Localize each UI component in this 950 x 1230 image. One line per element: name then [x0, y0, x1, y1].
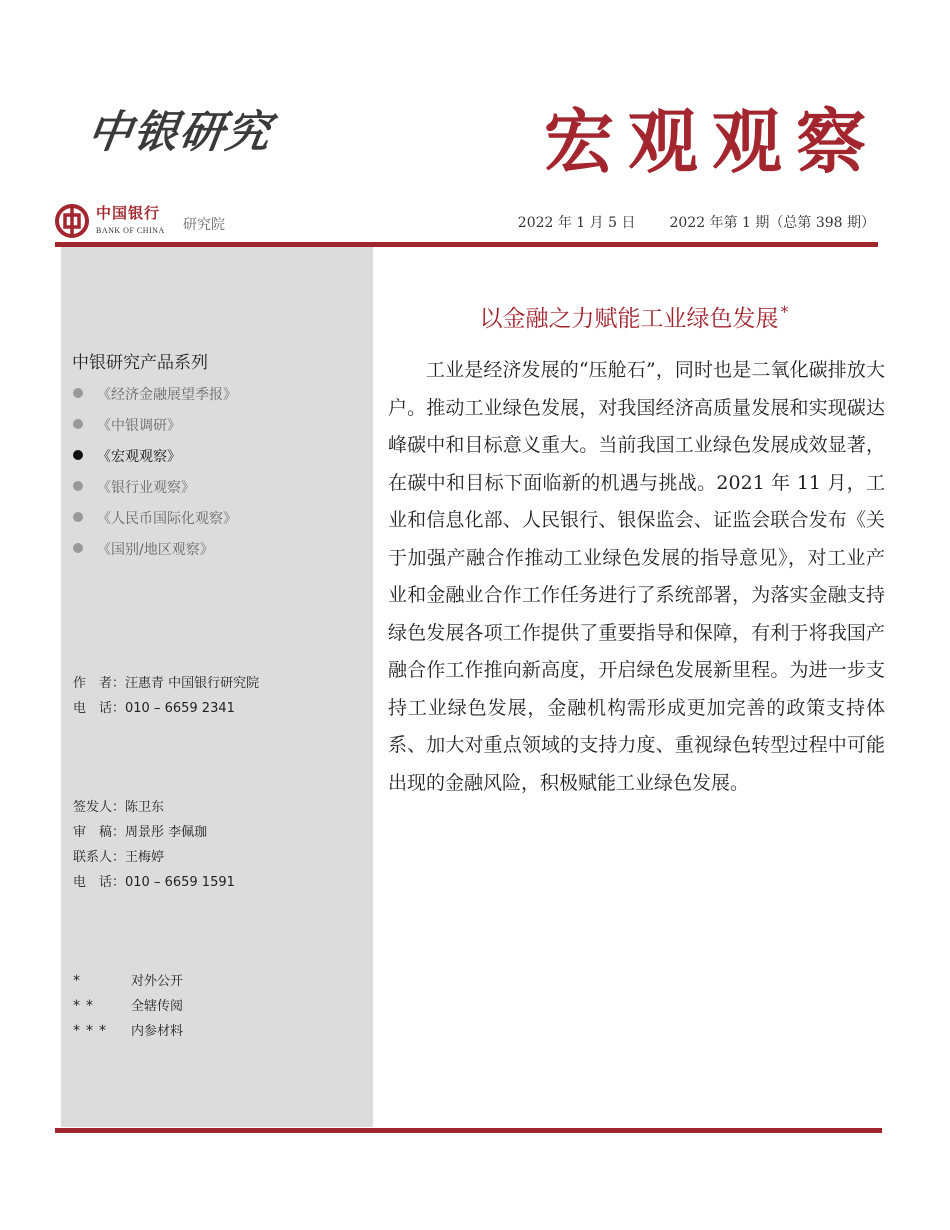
- series-item[interactable]: [72, 539, 237, 570]
- series-item-label: 《宏观观察》: [97, 449, 181, 465]
- reviewer-value: 周景彤 李佩珈: [125, 825, 208, 840]
- contact-value: 王梅婷: [125, 850, 165, 865]
- series-item[interactable]: [72, 477, 237, 508]
- series-item-label: 《人民币国际化观察》: [97, 511, 237, 527]
- brand-calligraphy-logo: 中银研究: [84, 107, 276, 158]
- series-list: [72, 384, 237, 570]
- bullet-icon: [73, 388, 83, 398]
- series-item-active[interactable]: [72, 446, 237, 477]
- reviewer-label: 审 稿：: [73, 825, 126, 840]
- author-label: 作 者：: [73, 676, 126, 691]
- issuer-value: 陈卫东: [125, 800, 165, 815]
- issue-info: [518, 212, 875, 232]
- bullet-icon: [73, 450, 83, 460]
- series-item-label: 《国别/地区观察》: [97, 542, 214, 558]
- bank-name-en: BANK OF CHINA: [96, 226, 165, 235]
- article-title-text: 以金融之力赋能工业绿色发展: [479, 306, 779, 332]
- institute-label: 研究院: [183, 217, 225, 233]
- level-stars: *: [73, 973, 86, 989]
- article-title: [388, 300, 880, 333]
- author-info: [73, 672, 259, 722]
- issuer-label: 签发人：: [73, 800, 126, 815]
- series-title: 中银研究产品系列: [72, 353, 208, 373]
- article-body: 工业是经济发展的“压舱石”，同时也是二氧化碳排放大户。推动工业绿色发展，对我国经济高质量发展和实现碳达峰碳中和目标意义重大。当前我国工业绿色发展成效显著，在碳中和目标下面临新的机遇与挑战。2021 年 11 月，工业和信息化部、人民银行、银保监会、证监会联合发布《关于加强产融合作推动工业绿色发展的指导意见》，对工业产业和金融业合作工作任务进行了系统部署，为落实金融支持绿色发展各项工作提供了重要指导和保障，有利于将我国产融合作工作推向新高度，开启绿色发展新里程。为进一步支持工业绿色发展，金融机构需形成更加完善的政策支持体系、加大对重点领域的支持力度、重视绿色转型过程中可能出现的金融风险，积极赋能工业绿色发展。: [388, 359, 885, 794]
- series-item-label: 《中银调研》: [97, 418, 181, 434]
- author-value: 汪惠青 中国银行研究院: [125, 676, 260, 691]
- issue-number: 2022 年第 1 期（总第 398 期）: [669, 215, 875, 231]
- series-item[interactable]: [72, 415, 237, 446]
- publication-title: 宏观观察: [544, 101, 880, 183]
- level-stars: **: [73, 998, 99, 1014]
- contact-label: 联系人：: [73, 850, 126, 865]
- bullet-icon: [73, 512, 83, 522]
- author-phone-value: 010 – 6659 2341: [125, 701, 235, 716]
- issue-date: 2022 年 1 月 5 日: [517, 215, 636, 231]
- level-label: 内参材料: [131, 1024, 184, 1039]
- level-stars: ***: [73, 1023, 112, 1039]
- contact-phone-value: 010 – 6659 1591: [125, 875, 235, 890]
- level-label: 全辖传阅: [131, 999, 184, 1014]
- series-item-label: 《经济金融展望季报》: [97, 387, 237, 403]
- bullet-icon: [73, 419, 83, 429]
- bullet-icon: [73, 481, 83, 491]
- series-item-label: 《银行业观察》: [97, 480, 195, 496]
- signoff-info: [73, 796, 235, 896]
- footer-divider: [55, 1128, 882, 1133]
- bullet-icon: [73, 543, 83, 553]
- article-title-footnote-mark: *: [780, 302, 789, 322]
- contact-phone-label: 电 话：: [73, 875, 126, 890]
- bank-name-cn: 中国银行: [96, 204, 161, 222]
- distribution-levels: [73, 970, 183, 1045]
- level-label: 对外公开: [131, 974, 184, 989]
- author-phone-label: 电 话：: [73, 701, 126, 716]
- series-item[interactable]: [72, 384, 237, 415]
- bank-of-china-logo-icon: [55, 204, 89, 238]
- series-item[interactable]: [72, 508, 237, 539]
